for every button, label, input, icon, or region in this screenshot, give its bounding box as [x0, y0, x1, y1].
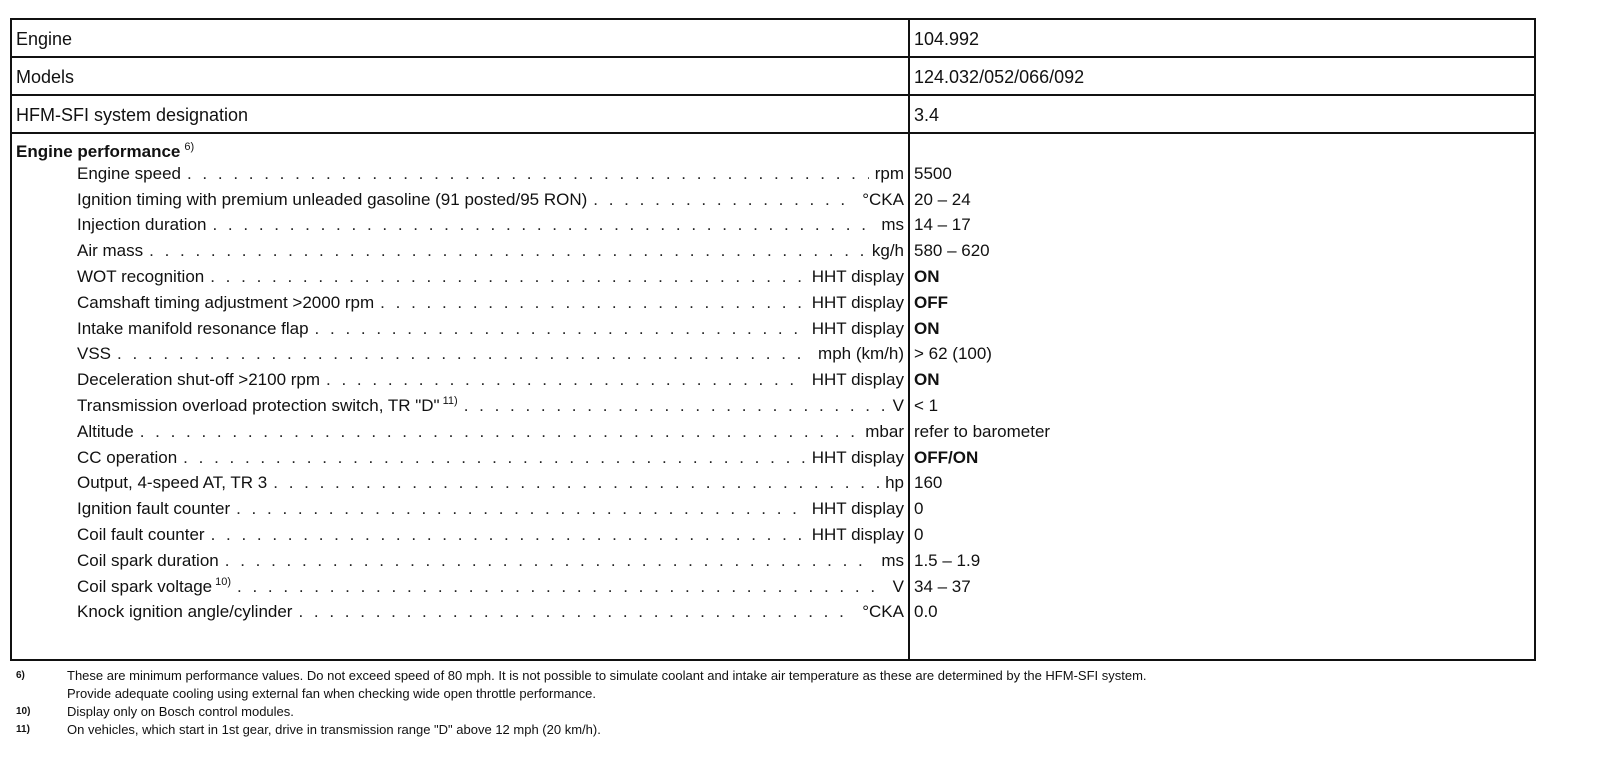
- parameter-name: [77, 293, 374, 313]
- spec-table: [10, 18, 1536, 661]
- parameter-name: [77, 241, 143, 261]
- parameter-name: [77, 164, 181, 184]
- parameter-unit: kg/h: [871, 241, 904, 261]
- performance-parameter-row: [77, 548, 904, 574]
- footnote-mark: [16, 685, 67, 703]
- parameter-value: 580 – 620: [914, 241, 990, 261]
- parameter-unit: mph (km/h): [818, 344, 904, 364]
- parameter-unit: mbar: [865, 421, 904, 441]
- parameter-name-text: Ignition timing with premium unleaded gasoline (91 posted/95 RON): [77, 189, 588, 209]
- parameter-name: [77, 319, 309, 339]
- parameter-name: [77, 344, 111, 364]
- performance-parameter-row: [77, 600, 904, 626]
- dot-leader: [236, 499, 806, 519]
- parameter-value: < 1: [914, 396, 939, 416]
- parameter-unit: HHT display: [811, 267, 904, 287]
- engine-value: 104.992: [914, 29, 980, 49]
- parameter-value: ON: [914, 318, 940, 338]
- parameter-name: [77, 190, 587, 210]
- parameter-value: 0.0: [914, 602, 938, 622]
- parameter-name-text: Coil spark voltage: [77, 576, 213, 596]
- parameter-unit: V: [892, 396, 904, 416]
- parameter-unit: °CKA: [862, 189, 904, 209]
- dot-leader: [212, 215, 875, 235]
- parameter-name-text: Transmission overload protection switch, TR "D": [77, 396, 440, 416]
- parameter-name-text: VSS: [77, 344, 112, 364]
- models-value: 124.032/052/066/092: [914, 67, 1085, 87]
- dot-leader: [593, 190, 856, 210]
- footnote: [16, 667, 1556, 685]
- dot-leader: [464, 396, 887, 416]
- system-designation-label: HFM-SFI system designation: [16, 105, 249, 125]
- parameter-name: [77, 551, 219, 571]
- dot-leader: [210, 267, 805, 287]
- performance-parameter-row: [77, 161, 904, 187]
- parameter-unit: V: [892, 576, 904, 596]
- dot-leader: [380, 293, 806, 313]
- parameter-value: > 62 (100): [914, 344, 992, 364]
- footnote-text: These are minimum performance values. Do not exceed speed of 80 mph. It is not possible to simulate coolant and intake air temperature as these are determined by the HFM-SFI system.: [67, 668, 1147, 683]
- parameter-name: [77, 215, 206, 235]
- footnote-ref: 10): [215, 575, 232, 588]
- dot-leader: [326, 370, 806, 390]
- models-label: Models: [16, 67, 75, 87]
- parameter-value: 1.5 – 1.9: [914, 550, 981, 570]
- spec-row-models: [11, 57, 1535, 95]
- footnote-text: On vehicles, which start in 1st gear, drive in transmission range "D" above 12 mph (20 km/h).: [67, 722, 601, 737]
- footnote: [16, 703, 1556, 721]
- dot-leader: [183, 448, 806, 468]
- parameter-name-text: Air mass: [77, 241, 144, 261]
- performance-parameter-row: [77, 316, 904, 342]
- performance-parameter-row: [77, 393, 904, 419]
- parameter-value: ON: [914, 370, 940, 390]
- parameter-unit: HHT display: [811, 318, 904, 338]
- parameter-name: [77, 602, 292, 622]
- dot-leader: [273, 473, 879, 493]
- spec-row-engine-performance: [11, 133, 1535, 660]
- parameter-value: OFF: [914, 292, 948, 312]
- parameter-unit: HHT display: [811, 292, 904, 312]
- parameter-value: 0: [914, 499, 924, 519]
- parameter-name-text: CC operation: [77, 447, 178, 467]
- parameter-name: [77, 396, 458, 416]
- dot-leader: [225, 551, 876, 571]
- parameter-value: 34 – 37: [914, 576, 971, 596]
- parameter-unit: ms: [881, 550, 904, 570]
- parameter-name-text: Intake manifold resonance flap: [77, 318, 309, 338]
- parameter-name: [77, 577, 231, 597]
- performance-parameter-row: [77, 496, 904, 522]
- parameter-name-text: Knock ignition angle/cylinder: [77, 602, 293, 622]
- parameter-name-text: Coil spark duration: [77, 550, 219, 570]
- footnote-mark: 10): [16, 706, 31, 717]
- parameter-name: [77, 448, 177, 468]
- performance-parameter-row: [77, 238, 904, 264]
- performance-parameter-row: [77, 574, 904, 600]
- parameter-name: [77, 422, 134, 442]
- parameter-unit: ms: [881, 215, 904, 235]
- parameter-value: 14 – 17: [914, 215, 971, 235]
- parameter-name: [77, 267, 204, 287]
- performance-parameter-row: [77, 187, 904, 213]
- performance-parameter-row: [77, 264, 904, 290]
- footnote: [16, 685, 1556, 703]
- performance-parameter-row: [77, 342, 904, 368]
- performance-parameter-row: [77, 445, 904, 471]
- parameter-unit: HHT display: [811, 525, 904, 545]
- footnote: [16, 721, 1556, 739]
- engine-label: Engine: [16, 29, 73, 49]
- parameter-unit: °CKA: [862, 602, 904, 622]
- dot-leader: [187, 164, 869, 184]
- parameter-value: refer to barometer: [914, 421, 1051, 441]
- dot-leader: [315, 319, 806, 339]
- performance-parameter-row: [77, 290, 904, 316]
- performance-value-list: [910, 134, 1534, 625]
- parameter-name-text: Coil fault counter: [77, 525, 205, 545]
- dot-leader: [117, 344, 812, 364]
- parameter-value: 0: [914, 525, 924, 545]
- performance-parameter-list: [12, 161, 908, 625]
- parameter-name-text: Altitude: [77, 421, 134, 441]
- spec-row-system-designation: [11, 95, 1535, 133]
- parameter-unit: hp: [885, 473, 904, 493]
- parameter-value: 160: [914, 473, 943, 493]
- parameter-name: [77, 499, 230, 519]
- spec-sheet: [10, 18, 1530, 661]
- parameter-value: 20 – 24: [914, 189, 971, 209]
- system-designation-value: 3.4: [914, 105, 940, 125]
- engine-performance-title: [12, 134, 908, 161]
- parameter-unit: HHT display: [811, 499, 904, 519]
- parameter-value: ON: [914, 267, 940, 287]
- footnote-text: Provide adequate cooling using external fan when checking wide open throttle performance.: [67, 686, 597, 701]
- dot-leader: [149, 241, 866, 261]
- parameter-name: [77, 525, 205, 545]
- dot-leader: [140, 422, 860, 442]
- parameter-unit: HHT display: [811, 447, 904, 467]
- parameter-name-text: Output, 4-speed AT, TR 3: [77, 473, 268, 493]
- performance-parameter-row: [77, 367, 904, 393]
- parameter-name: [77, 370, 320, 390]
- parameter-name: [77, 473, 267, 493]
- parameter-unit: rpm: [874, 163, 904, 183]
- footnote-mark: 6): [16, 670, 25, 681]
- dot-leader: [211, 525, 806, 545]
- parameter-name-text: Deceleration shut-off >2100 rpm: [77, 370, 321, 390]
- engine-performance-title-text: Engine performance: [16, 142, 181, 161]
- performance-parameter-row: [77, 471, 904, 497]
- footnote-ref: 6): [184, 141, 195, 153]
- performance-parameter-row: [77, 522, 904, 548]
- parameter-value: 5500: [914, 163, 952, 183]
- parameter-name-text: WOT recognition: [77, 267, 205, 287]
- parameter-name-text: Ignition fault counter: [77, 499, 231, 519]
- footnote-ref: 11): [442, 395, 458, 408]
- performance-parameter-row: [77, 213, 904, 239]
- spec-row-engine: [11, 19, 1535, 57]
- parameter-name-text: Engine speed: [77, 163, 181, 183]
- dot-leader: [298, 602, 856, 622]
- dot-leader: [237, 577, 887, 597]
- footnote-mark: 11): [16, 724, 30, 735]
- parameter-unit: HHT display: [811, 370, 904, 390]
- footnotes: [16, 667, 1556, 739]
- parameter-value: OFF/ON: [914, 447, 979, 467]
- performance-parameter-row: [77, 419, 904, 445]
- parameter-name-text: Injection duration: [77, 215, 207, 235]
- footnote-text: Display only on Bosch control modules.: [67, 704, 294, 719]
- parameter-name-text: Camshaft timing adjustment >2000 rpm: [77, 292, 375, 312]
